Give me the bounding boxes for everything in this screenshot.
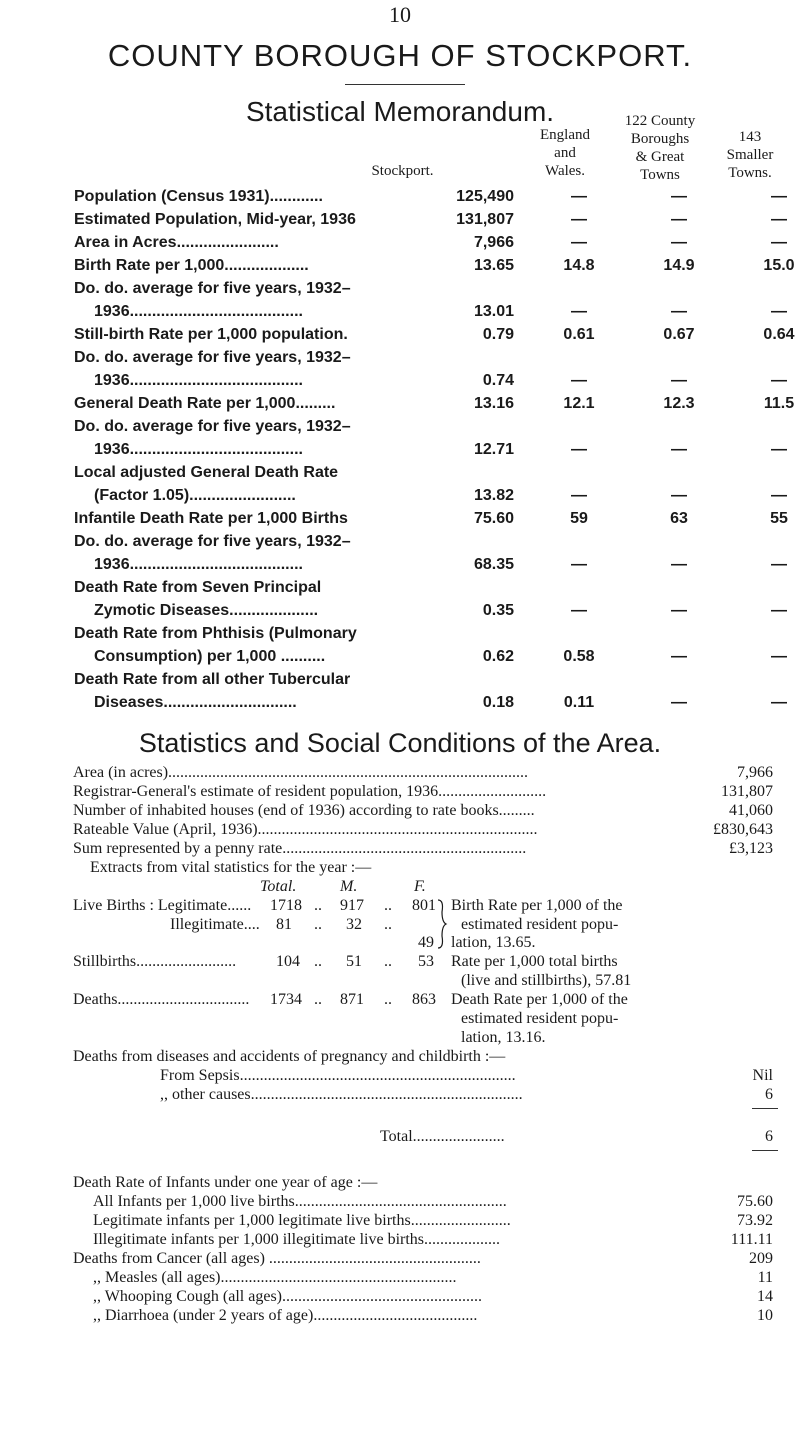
separator: .. xyxy=(314,897,322,914)
infant-heading: Death Rate of Infants under one year of age :— xyxy=(73,1174,378,1191)
separator: .. xyxy=(314,916,322,933)
separator: .. xyxy=(384,991,392,1008)
stillbirths-label: Stillbirths......................... xyxy=(73,953,237,970)
col-header-stockport: Stockport. xyxy=(371,163,434,179)
still-f: 53 xyxy=(418,953,434,970)
death-note-3: lation, 13.16. xyxy=(461,1029,546,1046)
section-title-memorandum: Statistical Memorandum. xyxy=(245,96,555,127)
illegit-m: 32 xyxy=(346,916,362,933)
title-divider xyxy=(345,84,465,85)
live-births-label: Live Births : Legitimate...... xyxy=(73,897,252,914)
birth-note-1: Birth Rate per 1,000 of the xyxy=(451,897,623,914)
brace-icon xyxy=(436,898,448,950)
deaths-f: 863 xyxy=(412,991,436,1008)
illegit-label: Illegitimate.... xyxy=(170,916,260,933)
extracts-heading: Extracts from vital statistics for the year :— xyxy=(90,859,372,876)
separator: .. xyxy=(384,916,392,933)
death-note-1: Death Rate per 1,000 of the xyxy=(451,991,628,1008)
live-f: 801 xyxy=(412,897,436,914)
live-m: 917 xyxy=(340,897,364,914)
col-header-england: England and Wales. xyxy=(540,127,590,179)
separator: .. xyxy=(384,953,392,970)
page-title: COUNTY BOROUGH OF STOCKPORT. xyxy=(107,38,693,73)
still-total: 104 xyxy=(276,953,300,970)
total-divider xyxy=(752,1150,778,1151)
col-f: F. xyxy=(414,878,426,895)
section-title-social: Statistics and Social Conditions of the Area. xyxy=(138,728,662,758)
illegit-f: 49 xyxy=(418,934,434,951)
live-total: 1718 xyxy=(270,897,302,914)
birth-note-3: lation, 13.65. xyxy=(451,934,536,951)
deaths-total: 1734 xyxy=(270,991,302,1008)
col-m: M. xyxy=(340,878,358,895)
separator: .. xyxy=(384,897,392,914)
birth-note-2: estimated resident popu- xyxy=(461,916,619,933)
death-note-2: estimated resident popu- xyxy=(461,1010,619,1027)
separator: .. xyxy=(314,953,322,970)
still-note-1: Rate per 1,000 total births xyxy=(451,953,618,970)
col-total: Total. xyxy=(260,878,297,895)
separator: .. xyxy=(314,991,322,1008)
sum-divider xyxy=(752,1108,778,1109)
illegit-total: 81 xyxy=(276,916,292,933)
still-m: 51 xyxy=(346,953,362,970)
pregnancy-heading: Deaths from diseases and accidents of pregnancy and childbirth :— xyxy=(73,1048,506,1065)
page-number: 10 xyxy=(389,2,411,27)
col-header-boroughs: 122 County Boroughs & Great Towns xyxy=(624,113,696,183)
still-note-2: (live and stillbirths), 57.81 xyxy=(461,972,632,989)
deaths-m: 871 xyxy=(340,991,364,1008)
col-header-smaller-towns: 143 Smaller Towns. xyxy=(726,129,774,181)
deaths-label: Deaths................................. xyxy=(73,991,250,1008)
